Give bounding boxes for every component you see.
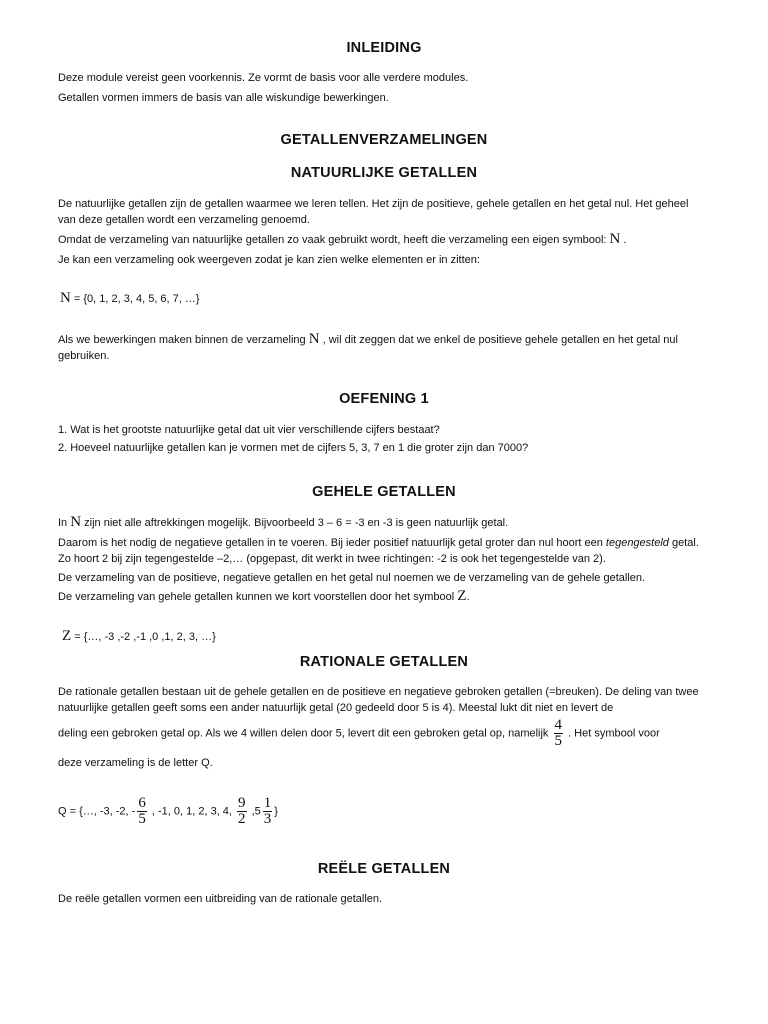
natuurlijk-paragraph-2-text: Omdat de verzameling van natuurlijke getallen zo vaak gebruikt wordt, heeft die verzameling een eigen symbool: bbox=[58, 234, 610, 246]
oefening-question-1: 1. Wat is het grootste natuurlijke getal dat uit vier verschillende cijfers bestaat? bbox=[58, 424, 440, 436]
natuurlijk-paragraph-1: De natuurlijke getallen zijn de getallen waarmee we leren tellen. Het zijn de positieve, gehele getallen en het getal nul. Het geheel van deze getallen wordt een verzameling genoemd. bbox=[58, 198, 689, 226]
rationaal-set bbox=[58, 796, 708, 827]
z-set-elements: = {…, -3 ,-2 ,-1 ,0 ,1, 2, 3, …} bbox=[71, 631, 216, 643]
geheel-line-1-text: zijn niet alle aftrekkingen mogelijk. Bijvoorbeeld 3 – 6 = -3 en -3 is geen natuurlijk getal. bbox=[81, 517, 509, 529]
z-symbol: Z bbox=[457, 588, 467, 604]
fraction-numerator: 4 bbox=[554, 717, 562, 733]
inleiding-line-2: Getallen vormen immers de basis van alle wiskundige bewerkingen. bbox=[58, 92, 389, 104]
natuurlijk-paragraph-4-end: , wil dit zeggen dat we enkel de positieve gehele getallen en het getal nul gebruiken. bbox=[58, 334, 678, 362]
geheel-line-4-text: De verzameling van gehele getallen kunnen we kort voorstellen door het symbool bbox=[58, 591, 458, 603]
oefening-question-2: 2. Hoeveel natuurlijke getallen kan je vormen met de cijfers 5, 3, 7 en 1 die groter zijn dan 7000? bbox=[58, 442, 529, 454]
n-symbol-geheel: N bbox=[70, 514, 82, 530]
n-symbol-inline: N bbox=[308, 331, 320, 347]
fraction-denominator: 5 bbox=[138, 811, 146, 827]
fraction-numerator: 9 bbox=[238, 795, 246, 811]
fraction-nine-halves bbox=[237, 796, 247, 827]
geheel-line-2-text: Daarom is het nodig de negatieve getallen in te voeren. Bij ieder positief natuurlijk getal groter dan nul hoort een bbox=[58, 537, 606, 549]
heading-inleiding: INLEIDING bbox=[346, 40, 422, 56]
fraction-four-fifths bbox=[554, 718, 564, 749]
geheel-line-2-end: getal. Zo hoort 2 bij zijn tegengestelde –2,… (opgepast, dit werkt in twee richtingen: -2 is ook het tegengestelde van 2). bbox=[58, 537, 699, 565]
rationaal-line-2 bbox=[58, 718, 708, 749]
n-set-symbol: N bbox=[60, 290, 71, 306]
heading-oefening-1: OEFENING 1 bbox=[339, 391, 429, 407]
inleiding-line-1: Deze module vereist geen voorkennis. Ze vormt de basis voor alle verdere modules. bbox=[58, 72, 469, 84]
n-set-elements: = {0, 1, 2, 3, 4, 5, 6, 7, …} bbox=[70, 293, 200, 305]
fraction-six-fifths bbox=[137, 796, 147, 827]
geheel-set bbox=[62, 628, 712, 645]
geheel-line-3: De verzameling van de positieve, negatieve getallen en het getal nul noemen we de verzameling van de gehele getallen. bbox=[58, 572, 646, 584]
geheel-line-4 bbox=[58, 588, 708, 605]
q-set-start: Q = {…, -3, -2, - bbox=[58, 805, 136, 818]
fraction-denominator: 2 bbox=[238, 811, 246, 827]
heading-getallenverzamelingen: GETALLENVERZAMELINGEN bbox=[280, 132, 488, 148]
geheel-line-1-start: In bbox=[58, 517, 71, 529]
geheel-line-4-end: . bbox=[466, 591, 470, 603]
natuurlijk-set bbox=[60, 290, 710, 307]
fraction-numerator: 6 bbox=[138, 795, 146, 811]
fraction-one-third bbox=[263, 796, 273, 827]
q-set-five: ,5 bbox=[248, 805, 261, 818]
fraction-denominator: 3 bbox=[263, 811, 272, 827]
z-set-symbol: Z bbox=[62, 628, 72, 644]
geheel-line-2 bbox=[58, 535, 708, 567]
fraction-denominator: 5 bbox=[554, 733, 562, 749]
natuurlijk-paragraph-2-end: . bbox=[620, 234, 627, 246]
tegengesteld-emphasis: tegengesteld bbox=[605, 537, 669, 549]
q-set-end: } bbox=[274, 805, 278, 818]
rationaal-line-3: deze verzameling is de letter Q. bbox=[58, 757, 213, 769]
n-symbol: N bbox=[609, 231, 621, 247]
fraction-numerator: 1 bbox=[263, 795, 272, 811]
natuurlijk-paragraph-2 bbox=[58, 231, 708, 248]
heading-natuurlijke-getallen: NATUURLIJKE GETALLEN bbox=[290, 165, 478, 181]
heading-gehele-getallen: GEHELE GETALLEN bbox=[312, 484, 456, 500]
heading-rationale-getallen: RATIONALE GETALLEN bbox=[299, 654, 469, 670]
reeel-line-1: De reële getallen vormen een uitbreiding van de rationale getallen. bbox=[58, 893, 383, 905]
natuurlijk-paragraph-4 bbox=[58, 331, 708, 364]
q-set-middle: , -1, 0, 1, 2, 3, 4, bbox=[148, 805, 236, 818]
natuurlijk-paragraph-3: Je kan een verzameling ook weergeven zodat je kan zien welke elementen er in zitten: bbox=[58, 254, 480, 266]
geheel-line-1 bbox=[58, 514, 708, 531]
natuurlijk-paragraph-4-text: Als we bewerkingen maken binnen de verzameling bbox=[58, 334, 309, 346]
rationaal-line-2-text: deling een gebroken getal op. Als we 4 willen delen door 5, levert dit een gebroken getal op, namelijk bbox=[58, 727, 552, 740]
rationaal-line-2-end: . Het symbool voor bbox=[565, 727, 660, 740]
rationaal-line-1: De rationale getallen bestaan uit de gehele getallen en de positieve en negatieve gebroken getallen (=breuken). De deling van twee natuurlijke getallen geeft soms een ander natuurlijk getal (20 gedeeld door 5 is 4). Meestal lukt dit niet en levert de bbox=[58, 686, 699, 714]
heading-reele-getallen: REËLE GETALLEN bbox=[317, 861, 451, 877]
